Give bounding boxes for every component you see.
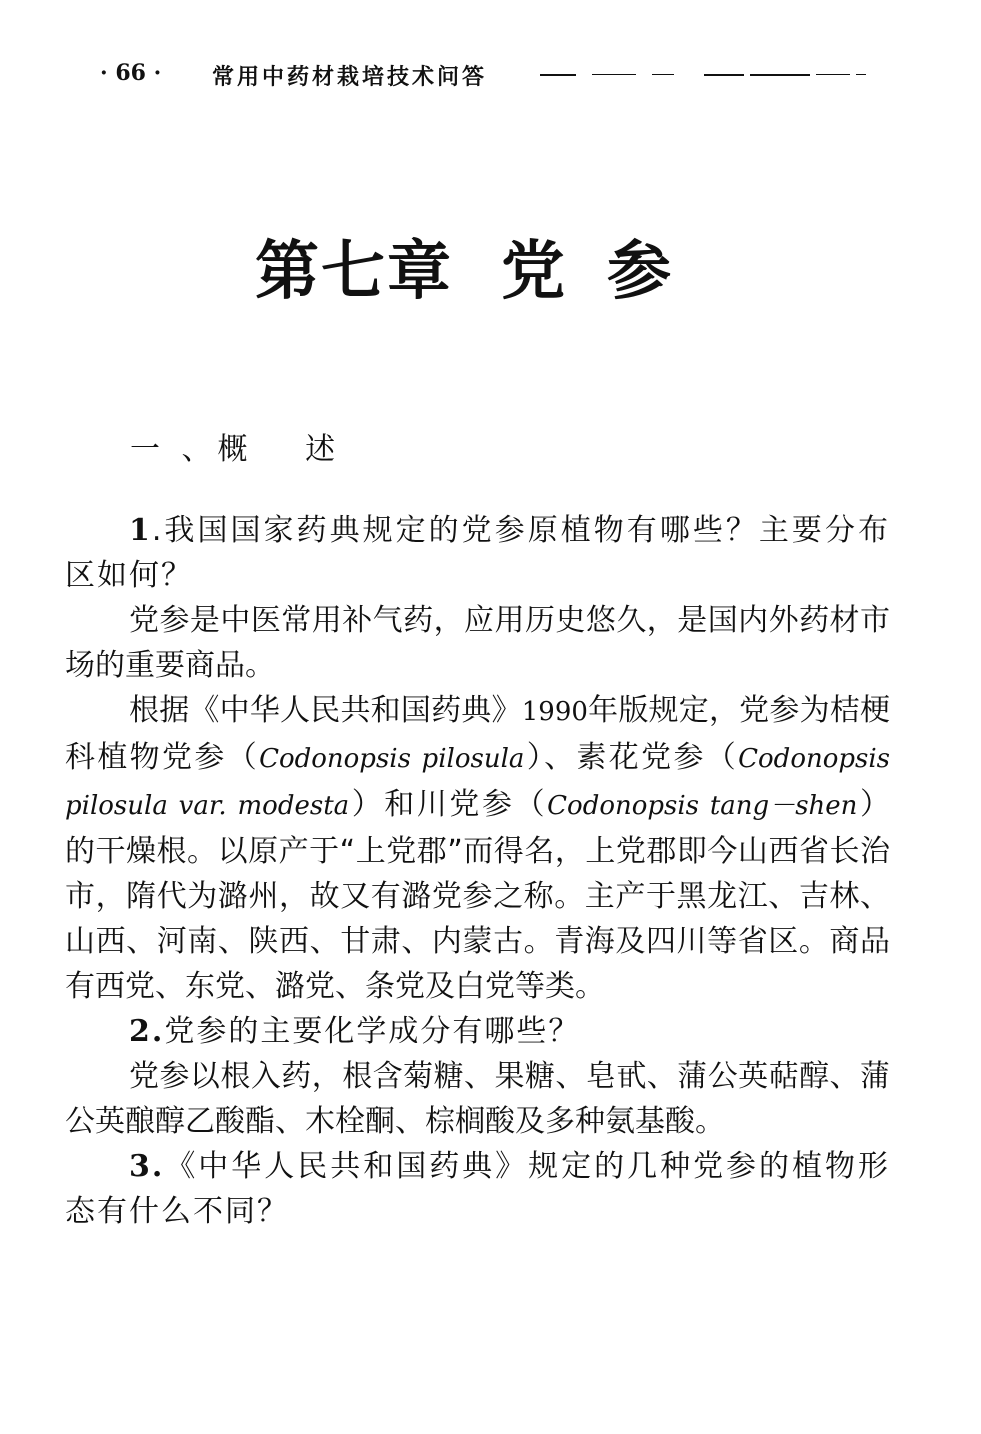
question-number: 1 [129, 513, 152, 548]
answer-paragraph [65, 688, 890, 1009]
chapter-word: 党 [501, 234, 567, 309]
question-text: 《中华人民共和国药典》规定的几种党参的植物形态有什么不同？ [65, 1149, 890, 1229]
header-rule [592, 74, 636, 75]
chapter-word: 参 [607, 234, 673, 309]
question-2 [65, 1009, 890, 1054]
text-span: 年版规定，党参为桔梗科植物党参（ [65, 693, 891, 775]
question-number: 2. [129, 1014, 165, 1049]
header-rule [856, 74, 866, 75]
body-text [65, 508, 890, 1234]
question-1 [65, 508, 890, 598]
question-3 [65, 1144, 890, 1234]
book-title: 常用中药材栽培技术问答 [212, 64, 488, 90]
species-name: Codonopsis pilosula [259, 744, 525, 774]
question-text: .我国国家药典规定的党参原植物有哪些？主要分布区如何？ [65, 513, 890, 593]
header-rule [816, 74, 850, 75]
species-name: Codonopsis pilosula var. modesta [65, 744, 891, 821]
header-rule [704, 74, 744, 76]
question-text: 党参的主要化学成分有哪些？ [164, 1014, 581, 1049]
chapter-number: 第七章 [255, 234, 453, 309]
header-rule [540, 74, 576, 76]
answer-paragraph: 党参以根入药，根含菊糖、果糖、皂甙、蒲公英萜醇、蒲公英酿醇乙酸酯、木栓酮、棕榈酸及多种氨基酸。 [65, 1059, 890, 1139]
text-span: 根据《中华人民共和国药典》 [129, 693, 522, 728]
page-number: · 66 · [100, 60, 162, 86]
species-name: Codonopsis tang－shen [547, 791, 858, 821]
section-heading: 一 、概 述 [130, 432, 342, 467]
text-span: ）的干燥根。以原产于“上党郡”而得名，上党郡即今山西省长治市，隋代为潞州，故又有潞党参之称。主产于黑龙江、吉林、山西、河南、陕西、甘肃、内蒙古。青海及四川等省区。商品有西党、东党、潞党、条党及白党等类。 [65, 787, 890, 1004]
text-span: ）、素花党参（ [524, 740, 739, 775]
answer-paragraph: 党参是中医常用补气药，应用历史悠久，是国内外药材市场的重要商品。 [65, 603, 890, 683]
header-rule [750, 74, 810, 76]
question-number: 3. [129, 1149, 165, 1184]
running-header [100, 58, 880, 94]
text-span: ）和川党参（ [349, 787, 548, 822]
header-rule [652, 74, 674, 75]
chapter-title [255, 220, 673, 312]
year: 1990 [521, 697, 588, 727]
